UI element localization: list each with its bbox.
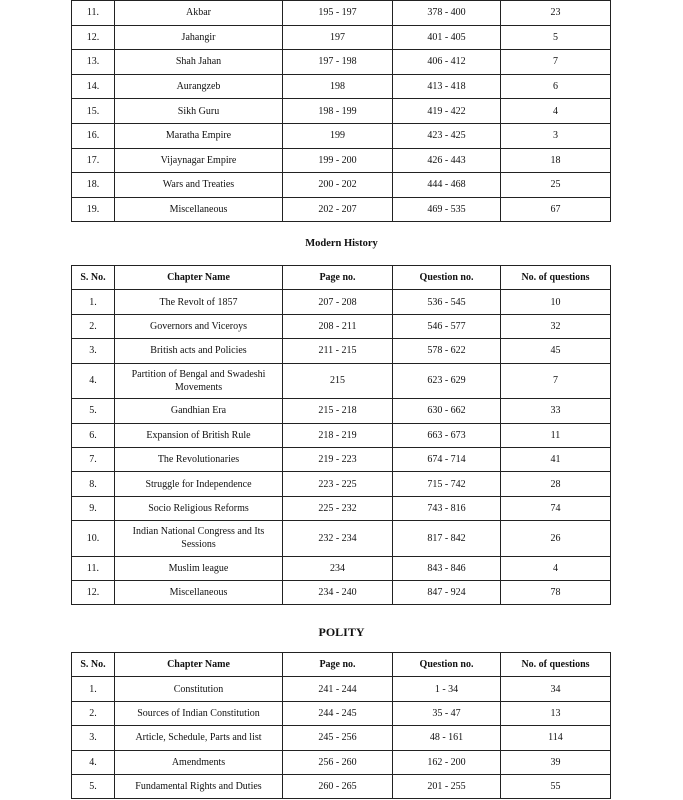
cell-question-no: 378 - 400 [393, 1, 501, 26]
medieval-history-table [71, 0, 611, 222]
cell-no-of-questions: 41 [501, 447, 611, 471]
cell-page-no: 245 - 256 [283, 726, 393, 750]
cell-no-of-questions: 74 [501, 496, 611, 520]
cell-no-of-questions: 3 [501, 123, 611, 148]
cell-no-of-questions: 55 [501, 774, 611, 798]
cell-chapter-name: Struggle for Independence [115, 472, 283, 496]
cell-no-of-questions: 78 [501, 581, 611, 605]
cell-page-no: 225 - 232 [283, 496, 393, 520]
header-page-no: Page no. [283, 653, 393, 677]
cell-no-of-questions: 6 [501, 74, 611, 99]
table-row [72, 148, 611, 173]
table-row [72, 1, 611, 26]
cell-sno: 9. [72, 496, 115, 520]
cell-question-no: 35 - 47 [393, 701, 501, 725]
cell-no-of-questions: 23 [501, 1, 611, 26]
cell-chapter-name: Partition of Bengal and Swadeshi Movements [115, 363, 283, 399]
cell-sno: 11. [72, 556, 115, 580]
cell-sno: 3. [72, 726, 115, 750]
cell-sno: 14. [72, 74, 115, 99]
cell-no-of-questions: 18 [501, 148, 611, 173]
table-row [72, 363, 611, 399]
cell-chapter-name: Constitution [115, 677, 283, 701]
cell-sno: 4. [72, 750, 115, 774]
cell-page-no: 218 - 219 [283, 423, 393, 447]
cell-no-of-questions: 39 [501, 750, 611, 774]
cell-no-of-questions: 7 [501, 50, 611, 75]
table-row [72, 472, 611, 496]
cell-chapter-name: Miscellaneous [115, 197, 283, 222]
table-header-row [72, 653, 611, 677]
header-chapter-name: Chapter Name [115, 653, 283, 677]
modern-table-body [72, 290, 611, 605]
cell-chapter-name: Shah Jahan [115, 50, 283, 75]
cell-page-no: 219 - 223 [283, 447, 393, 471]
cell-page-no: 223 - 225 [283, 472, 393, 496]
cell-question-no: 630 - 662 [393, 399, 501, 423]
table-row [72, 173, 611, 198]
table-row [72, 726, 611, 750]
table-row [72, 447, 611, 471]
cell-question-no: 715 - 742 [393, 472, 501, 496]
cell-no-of-questions: 28 [501, 472, 611, 496]
table-row [72, 701, 611, 725]
cell-question-no: 546 - 577 [393, 314, 501, 338]
cell-question-no: 413 - 418 [393, 74, 501, 99]
cell-no-of-questions: 67 [501, 197, 611, 222]
table-row [72, 290, 611, 314]
cell-no-of-questions: 4 [501, 99, 611, 124]
medieval-table-body [72, 1, 611, 222]
cell-sno: 19. [72, 197, 115, 222]
cell-question-no: 674 - 714 [393, 447, 501, 471]
cell-chapter-name: Muslim league [115, 556, 283, 580]
cell-sno: 12. [72, 581, 115, 605]
cell-page-no: 234 - 240 [283, 581, 393, 605]
cell-page-no: 197 [283, 25, 393, 50]
cell-sno: 11. [72, 1, 115, 26]
cell-sno: 6. [72, 423, 115, 447]
table-row [72, 581, 611, 605]
table-row [72, 123, 611, 148]
cell-sno: 5. [72, 399, 115, 423]
cell-sno: 2. [72, 701, 115, 725]
cell-no-of-questions: 33 [501, 399, 611, 423]
cell-chapter-name: Vijaynagar Empire [115, 148, 283, 173]
cell-question-no: 419 - 422 [393, 99, 501, 124]
cell-page-no: 207 - 208 [283, 290, 393, 314]
header-question-no: Question no. [393, 653, 501, 677]
table-header-row [72, 266, 611, 290]
cell-question-no: 623 - 629 [393, 363, 501, 399]
cell-question-no: 578 - 622 [393, 339, 501, 363]
table-row [72, 339, 611, 363]
cell-no-of-questions: 45 [501, 339, 611, 363]
cell-page-no: 244 - 245 [283, 701, 393, 725]
cell-chapter-name: Article, Schedule, Parts and list [115, 726, 283, 750]
cell-no-of-questions: 7 [501, 363, 611, 399]
header-sno: S. No. [72, 266, 115, 290]
cell-sno: 3. [72, 339, 115, 363]
cell-sno: 5. [72, 774, 115, 798]
table-row [72, 25, 611, 50]
cell-page-no: 234 [283, 556, 393, 580]
polity-table-body [72, 677, 611, 799]
table-row [72, 99, 611, 124]
table-row [72, 774, 611, 798]
table-row [72, 521, 611, 557]
cell-page-no: 208 - 211 [283, 314, 393, 338]
cell-question-no: 444 - 468 [393, 173, 501, 198]
polity-table [71, 652, 611, 799]
modern-history-table [71, 265, 611, 605]
table-row [72, 750, 611, 774]
cell-page-no: 232 - 234 [283, 521, 393, 557]
cell-page-no: 199 - 200 [283, 148, 393, 173]
cell-question-no: 401 - 405 [393, 25, 501, 50]
cell-sno: 4. [72, 363, 115, 399]
cell-no-of-questions: 4 [501, 556, 611, 580]
cell-no-of-questions: 34 [501, 677, 611, 701]
table-row [72, 74, 611, 99]
cell-sno: 18. [72, 173, 115, 198]
cell-page-no: 198 [283, 74, 393, 99]
cell-chapter-name: Maratha Empire [115, 123, 283, 148]
cell-chapter-name: Fundamental Rights and Duties [115, 774, 283, 798]
cell-question-no: 426 - 443 [393, 148, 501, 173]
table-row [72, 423, 611, 447]
cell-sno: 1. [72, 290, 115, 314]
cell-sno: 8. [72, 472, 115, 496]
table-row [72, 50, 611, 75]
cell-question-no: 1 - 34 [393, 677, 501, 701]
cell-chapter-name: Socio Religious Reforms [115, 496, 283, 520]
cell-question-no: 817 - 842 [393, 521, 501, 557]
cell-no-of-questions: 5 [501, 25, 611, 50]
header-page-no: Page no. [283, 266, 393, 290]
cell-question-no: 847 - 924 [393, 581, 501, 605]
cell-chapter-name: Expansion of British Rule [115, 423, 283, 447]
cell-page-no: 195 - 197 [283, 1, 393, 26]
cell-chapter-name: Miscellaneous [115, 581, 283, 605]
cell-chapter-name: Wars and Treaties [115, 173, 283, 198]
cell-question-no: 536 - 545 [393, 290, 501, 314]
cell-chapter-name: Amendments [115, 750, 283, 774]
cell-no-of-questions: 26 [501, 521, 611, 557]
cell-sno: 17. [72, 148, 115, 173]
cell-no-of-questions: 13 [501, 701, 611, 725]
cell-chapter-name: Sikh Guru [115, 99, 283, 124]
cell-sno: 16. [72, 123, 115, 148]
cell-no-of-questions: 11 [501, 423, 611, 447]
header-no-of-questions: No. of questions [501, 653, 611, 677]
cell-chapter-name: Governors and Viceroys [115, 314, 283, 338]
cell-chapter-name: Akbar [115, 1, 283, 26]
cell-sno: 15. [72, 99, 115, 124]
cell-sno: 7. [72, 447, 115, 471]
table-row [72, 197, 611, 222]
cell-no-of-questions: 10 [501, 290, 611, 314]
cell-question-no: 162 - 200 [393, 750, 501, 774]
header-no-of-questions: No. of questions [501, 266, 611, 290]
cell-question-no: 48 - 161 [393, 726, 501, 750]
cell-chapter-name: British acts and Policies [115, 339, 283, 363]
cell-sno: 10. [72, 521, 115, 557]
header-question-no: Question no. [393, 266, 501, 290]
cell-page-no: 198 - 199 [283, 99, 393, 124]
cell-no-of-questions: 114 [501, 726, 611, 750]
table-row [72, 399, 611, 423]
cell-no-of-questions: 25 [501, 173, 611, 198]
cell-sno: 2. [72, 314, 115, 338]
cell-chapter-name: The Revolutionaries [115, 447, 283, 471]
cell-no-of-questions: 32 [501, 314, 611, 338]
cell-sno: 1. [72, 677, 115, 701]
cell-page-no: 215 - 218 [283, 399, 393, 423]
cell-question-no: 743 - 816 [393, 496, 501, 520]
header-sno: S. No. [72, 653, 115, 677]
cell-sno: 12. [72, 25, 115, 50]
cell-sno: 13. [72, 50, 115, 75]
cell-page-no: 211 - 215 [283, 339, 393, 363]
cell-chapter-name: Indian National Congress and Its Sessions [115, 521, 283, 557]
polity-heading: POLITY [318, 625, 365, 639]
cell-question-no: 843 - 846 [393, 556, 501, 580]
modern-history-heading: Modern History [305, 238, 378, 249]
cell-question-no: 201 - 255 [393, 774, 501, 798]
table-row [72, 677, 611, 701]
cell-chapter-name: Gandhian Era [115, 399, 283, 423]
cell-question-no: 663 - 673 [393, 423, 501, 447]
header-chapter-name: Chapter Name [115, 266, 283, 290]
cell-page-no: 197 - 198 [283, 50, 393, 75]
cell-question-no: 406 - 412 [393, 50, 501, 75]
cell-chapter-name: Jahangir [115, 25, 283, 50]
table-row [72, 496, 611, 520]
cell-page-no: 241 - 244 [283, 677, 393, 701]
cell-question-no: 469 - 535 [393, 197, 501, 222]
cell-page-no: 199 [283, 123, 393, 148]
cell-page-no: 200 - 202 [283, 173, 393, 198]
table-row [72, 556, 611, 580]
cell-page-no: 202 - 207 [283, 197, 393, 222]
cell-page-no: 215 [283, 363, 393, 399]
cell-chapter-name: Aurangzeb [115, 74, 283, 99]
cell-chapter-name: Sources of Indian Constitution [115, 701, 283, 725]
cell-page-no: 260 - 265 [283, 774, 393, 798]
cell-question-no: 423 - 425 [393, 123, 501, 148]
cell-chapter-name: The Revolt of 1857 [115, 290, 283, 314]
cell-page-no: 256 - 260 [283, 750, 393, 774]
table-row [72, 314, 611, 338]
